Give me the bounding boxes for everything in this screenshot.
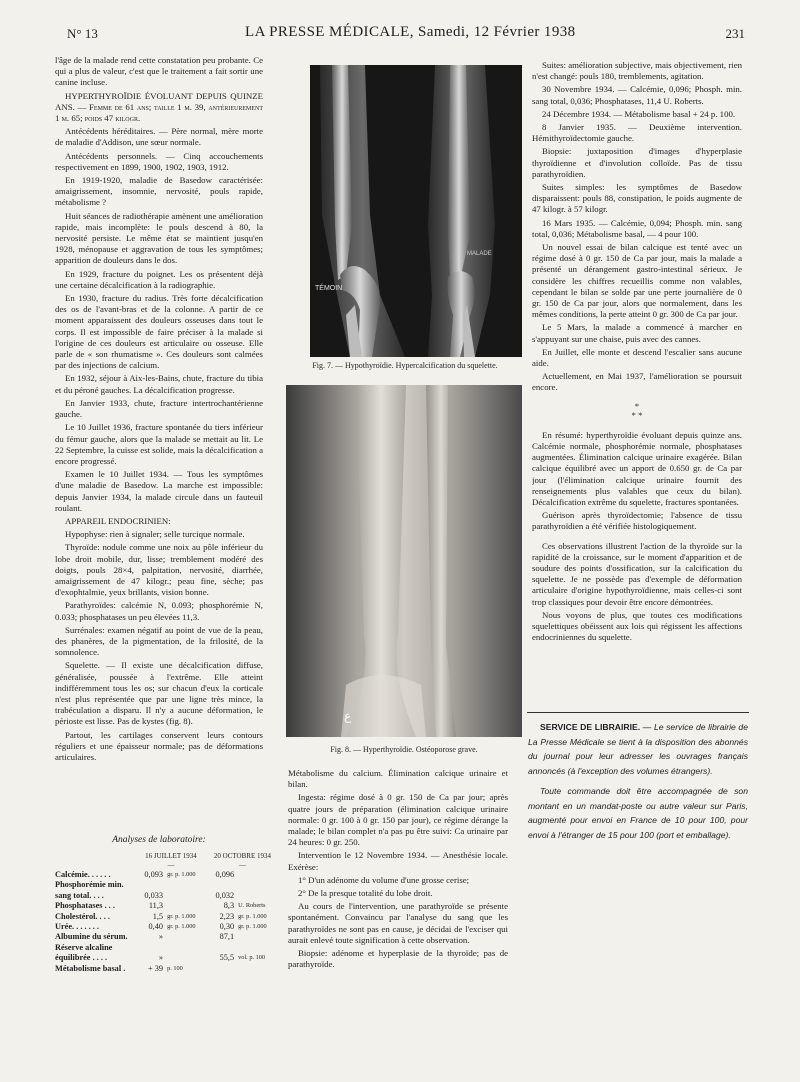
lab-value-a: 0,093 [144, 870, 164, 879]
figure-7-caption: Fig. 7. — Hypothyroïdie. Hypercalcification du squelette. [312, 361, 498, 370]
figure-8-radiograph [286, 385, 522, 737]
paragraph: Ces observations illustrent l'action de la thyroïde sur la rapidité de la croissance, sur le moment d'apparition et de soudure des points d'ossification, sur la calcification du squelette. Je ne possède pas d'exemple de déformation articulaire d'origine hypothyroïdienne, mais celles-ci sont trop classiques pour devoir être encore démontrées. [532, 540, 742, 607]
lab-value-a [137, 880, 167, 890]
paragraph: En 1929, fracture du poignet. Les os présentent déjà une certaine décalcification à la radiographie. [55, 268, 263, 290]
lab-row [55, 922, 280, 932]
lab-label: Phosphatases . . . [55, 901, 115, 911]
paragraph: 8 Janvier 1935. — Deuxième intervention. Hémithyroïdectomie gauche. [532, 122, 742, 144]
lab-row [55, 891, 280, 901]
lab-unit-a [167, 901, 205, 911]
notice-text-2: Toute commande doit être accompagnée de son montant en un mandat-poste ou autre valeur sur Paris, augmenté pour envoi en France de 10 pour 100, pour envoi à l'étranger de 15 pour 100 (port et emballage). [528, 786, 748, 840]
lab-label: Phosphorémie min. [55, 880, 124, 890]
paragraph: Un nouvel essai de bilan calcique est tenté avec un régime dosé à 0 gr. 150 de Ca par jour, mais la malade a présenté un dérangement gastro-intestinal sérieux. Je considère les chiffres recueillis comme non valables, cependant le bilan se solde par une perte journalière de 0 gr. 150 de Ca par jour, alors que normalement, dans les mêmes conditions, la perte atteint 0 gr. 300 de Ca par jour. [532, 242, 742, 320]
lab-unit-a: gr. p. 1.000 [167, 912, 196, 920]
lab-value-a: 0,033 [144, 890, 164, 900]
lab-unit-a [167, 891, 205, 901]
lab-value-a: » [158, 932, 164, 942]
paragraph: Intervention le 12 Novembre 1934. — Anesthésie locale. Exérèse: [288, 850, 508, 872]
paragraph: Biopsie: adénome et hyperplasie de la thyroïde; pas de parathyroïde. [288, 948, 508, 970]
paragraph: Guérison après thyroïdectomie; l'absence de tissu parathyroïdien a été vérifiée histologiquement. [532, 510, 742, 532]
lab-unit-a [167, 880, 205, 890]
paragraph: 24 Décembre 1934. — Métabolisme basal + 24 p. 100. [542, 108, 736, 119]
paragraph: Surrénales: examen négatif au point de vue de la peau, des phanères, de la pigmentation, de la frilosité, de la somnolence. [55, 624, 263, 658]
page-number: 231 [725, 26, 745, 41]
lab-row [55, 953, 280, 963]
lab-col-b: 20 OCTOBRE 1934 [213, 852, 271, 860]
lab-unit-b: gr. p. 1.000 [238, 912, 267, 920]
paragraph: Ingesta: régime dosé à 0 gr. 150 de Ca par jour; après quatre jours de préparation (élimination calcique urinaire normale: 0 gr. 100 à 0 gr. 150 par jour), ce régime dérange la malade; le bilan complet n'a pas pu être suivi: Ca urinaire par 24 heures: 0 gr. 250. [288, 792, 508, 848]
lab-label: Cholestérol. . . . [55, 911, 110, 921]
temoin-label: TÉMOIN [315, 285, 343, 292]
section-stars [532, 402, 742, 420]
lab-unit-b: U. Roberts [238, 902, 266, 910]
lab-value-b [205, 964, 238, 974]
issue-number: N° 13 [67, 26, 98, 41]
lab-unit-a [167, 953, 205, 963]
dash: — [238, 861, 246, 869]
paragraph: Le 5 Mars, la malade a commencé à marcher en s'appuyant sur une chaise, puis avec des cannes. [532, 322, 742, 344]
librairie-notice [528, 720, 748, 1020]
paragraph: 30 Novembre 1934. — Calcémie, 0,096; Phosph. min. sang total, 0,036; Phosphatases, 11,4 U. Roberts. [532, 84, 742, 106]
lab-value-b: 0,096 [215, 870, 235, 879]
dash: — [167, 861, 175, 869]
figure-8-caption: Fig. 8. — Hyperthyroïdie. Ostéoporose grave. [330, 745, 478, 754]
paragraph: Métabolisme du calcium. Élimination calcique urinaire et bilan. [288, 768, 508, 790]
lab-unit-a [167, 943, 205, 953]
journal-title: LA PRESSE MÉDICALE, Samedi, 12 Février 1938 [245, 24, 576, 40]
lab-value-b [205, 880, 238, 890]
paragraph: En 1919-1920, maladie de Basedow caractérisée: amaigrissement, insomnie, nervosité, pouls rapide, métabolisme ? [55, 175, 263, 208]
lab-value-b: 8,3 [223, 901, 235, 911]
lab-label: équilibrée . . . . [55, 953, 108, 963]
paragraph: Partout, les cartilages conservent leurs contours réguliers et une épaisseur normale; pas de déformations articulaires. [55, 729, 263, 762]
forearm-xray-image [310, 65, 522, 357]
column-right [532, 60, 742, 685]
lab-unit-a: gr. p. 1.000 [167, 871, 196, 878]
paragraph: 1° D'un adénome du volume d'une grosse cerise; [298, 874, 470, 885]
lab-row [55, 870, 280, 880]
lab-row [55, 901, 280, 911]
lab-row [55, 880, 280, 890]
lab-label: Calcémie. . . . . . [55, 870, 111, 879]
paragraph: Squelette. — Il existe une décalcification diffuse, généralisée, poussée à l'extrême. Elle atteint indifféremment tous les os; sur chacun d'eux la corticale n'est plus représentée que par une ligne très mince, la trabéculation a disparu. Il n'y a aucune déformation, le périoste est lisse. Pas de kystes (fig. 8). [55, 660, 263, 727]
paragraph: Le 10 Juillet 1936, fracture spontanée du tiers inférieur du fémur gauche, alors que la malade se mettait au lit. Le 22 Septembre, la cuisse est solide, mais la décalcification a encore progressé. [55, 422, 263, 466]
lab-unit-b: vol. p. 100 [238, 954, 266, 962]
paragraph: Nous voyons de plus, que toutes ces modifications squelettiques obéissent aux lois qui régissent les affections endocriniennes du squelette. [532, 609, 742, 643]
paragraph: Actuellement, en Mai 1937, l'amélioration se poursuit encore. [532, 371, 742, 393]
svg-text:ع: ع [344, 709, 352, 723]
paragraph: Parathyroïdes: calcémie N, 0.093; phosphorémie N, 0.033; phosphatases un peu élevées 11,3. [55, 600, 263, 622]
lab-unit-b [238, 964, 280, 974]
paragraph: Suites: amélioration subjective, mais objectivement, rien n'est changé: pouls 180, tremblements, agitation. [532, 60, 742, 82]
paragraph: En Janvier 1933, chute, fracture intertrochantérienne gauche. [55, 397, 263, 420]
paragraph: Au cours de l'intervention, une parathyroïde se présente spontanément. Convaincu par l'analyse du sang que les parathyroïdes ne sont pas en cause, je décidai de l'exciser qui aurait enlevé toute signification à cette observation. [288, 901, 508, 945]
paragraph: l'âge de la malade rend cette constatation peu probante. Ce qui a plus de valeur, c'est que le traitement a fait sortir une canine incluse. [55, 55, 263, 88]
lab-value-b: 55,5 [219, 953, 235, 963]
lab-row [55, 912, 280, 922]
section-heading: APPAREIL ENDOCRINIEN: [65, 515, 171, 526]
paragraph: Huit séances de radiothérapie amènent une amélioration rapide, mais incomplète: le pouls descend à 80, la nervosité persiste. Le même état se maintient jusqu'en 1928, ménopause et aggravation de tous les symptômes; apparition de douleurs dans le dos. [55, 210, 263, 266]
lab-label: Métabolisme basal . [55, 963, 126, 973]
page-header [55, 26, 755, 46]
lab-label: Urée. . . . . . . [55, 922, 100, 932]
leg-xray-image [286, 385, 522, 737]
paragraph: Hypophyse: rien à signaler; selle turcique normale. [65, 529, 245, 540]
lab-value-b: 87,1 [219, 932, 235, 942]
column-middle [288, 768, 508, 1023]
lab-unit-b [238, 891, 280, 901]
lab-col-a: 16 JUILLET 1934 [145, 852, 197, 860]
paragraph: Suites simples: les symptômes de Basedow disparaissent: pouls 88, constipation, le poids augmente de 47 kilogr. à 57 kilogr. [532, 182, 742, 215]
lab-row [55, 932, 280, 942]
lab-value-b: 0,032 [215, 890, 235, 900]
lab-unit-a: p. 100 [167, 964, 183, 972]
figure-7-radiograph [310, 65, 522, 357]
lab-unit-a: gr. p. 1.000 [167, 923, 196, 931]
lab-value-a: 0,40 [148, 922, 164, 932]
lab-unit-b [238, 932, 280, 942]
paragraph: Antécédents personnels. — Cinq accouchements respectivement en 1899, 1900, 1902, 1903, 1912. [55, 150, 263, 172]
lab-value-a: + 39 [148, 963, 164, 973]
lab-unit-b: gr. p. 1.000 [238, 923, 267, 931]
divider [527, 712, 749, 713]
paragraph: 2° De la presque totalité du lobe droit. [298, 888, 433, 899]
paragraph: Thyroïde: nodule comme une noix au pôle inférieur du lobe droit mobile, dur, lisse; tremblement modéré des doigts, pouls 28×4, palpitation, nervosité, diarrhée, amaigrissement de 47 kilogr.; peau fine, sèche; pas d'exophtalmie, yeux brillants, vision bonne. [55, 542, 263, 598]
lab-value-a: 11,3 [148, 901, 164, 911]
lab-value-a: 1,5 [152, 911, 164, 921]
lab-table [55, 852, 280, 974]
paragraph: En 1930, fracture du radius. Très forte décalcification des os de l'avant-bras et de la colonne. A partir de ce moment apparaissent des douleurs osseuses dans tout le corps. Il est impossible de faire préciser à la malade si l'origine de ces douleurs est articulaire ou osseuse. Elle parle de « son rhumatisme ». Ces douleurs sont calmées par des injections de calcium. [55, 293, 263, 371]
paragraph: En résumé: hyperthyroïdie évoluant depuis quinze ans. Calcémie normale, phosphorémie normale, phosphatases augmentées. Élimination calcique urinaire exagérée. Bilan calcique équilibré avec un apport de 0.650 gr. de Ca par jour (l'élimination calcique urinaire fournit des renseignements plus valables que ceux du bilan). Décalcification extrême du squelette, fractures spontanées. [532, 429, 742, 507]
lab-label: Albumine du sérum. [55, 932, 128, 942]
lab-row [55, 964, 280, 974]
lab-label: sang total. . . . [55, 890, 104, 900]
lab-table-title: Analyses de laboratoire: [112, 835, 206, 845]
notice-heading: SERVICE DE LIBRAIRIE. [540, 722, 641, 732]
lab-value-a [137, 943, 167, 953]
paragraph: En 1932, séjour à Aix-les-Bains, chute, fracture du tibia et du péroné gauches. La décalcification progresse. [55, 373, 263, 395]
paragraph: Antécédents héréditaires. — Père normal, mère morte de maladie d'Addison, une sœur normale. [55, 126, 263, 148]
paragraph: Examen le 10 Juillet 1934. — Tous les symptômes d'une maladie de Basedow. La marche est impossible: depuis Janvier 1934, la malade circule dans un fauteuil roulant. [55, 469, 263, 513]
lab-value-b: 2,23 [219, 911, 235, 921]
lab-value-b [205, 943, 238, 953]
notice-text: — Le service de librairie de La Presse Médicale se tient à la disposition des abonnés du journal pour leur adresser les ouvrages français annoncés (à l'exception des volumes étrangers). [528, 722, 748, 776]
paragraph: Biopsie: juxtaposition d'images d'hyperplasie thyroïdienne et d'involution colloïde. Pas de tissu parathyroïdien. [532, 146, 742, 179]
lab-unit-b [238, 943, 280, 953]
lab-value-b: 0,30 [219, 922, 235, 932]
star: * [634, 400, 640, 411]
case-title: HYPERTHYROÏDIE ÉVOLUANT DEPUIS QUINZE ANS. — Femme de 61 ans; taille 1 m. 39, antérieurement 1 m. 65; poids 47 kilogr. [55, 90, 263, 124]
lab-value-a: » [158, 953, 164, 963]
stars: * * [631, 409, 643, 420]
lab-row [55, 943, 280, 953]
malade-label: MALADE [467, 251, 492, 257]
lab-unit-b [238, 880, 280, 890]
paragraph: 16 Mars 1935. — Calcémie, 0,094; Phosph. min. sang total, 0,036; Métabolisme basal, — 4 pour 100. [532, 217, 742, 239]
lab-label: Réserve alcaline [55, 942, 113, 952]
lab-unit-a [167, 932, 205, 942]
paragraph: En Juillet, elle monte et descend l'escalier sans aucune aide. [532, 346, 742, 369]
lab-unit-b [238, 870, 280, 880]
